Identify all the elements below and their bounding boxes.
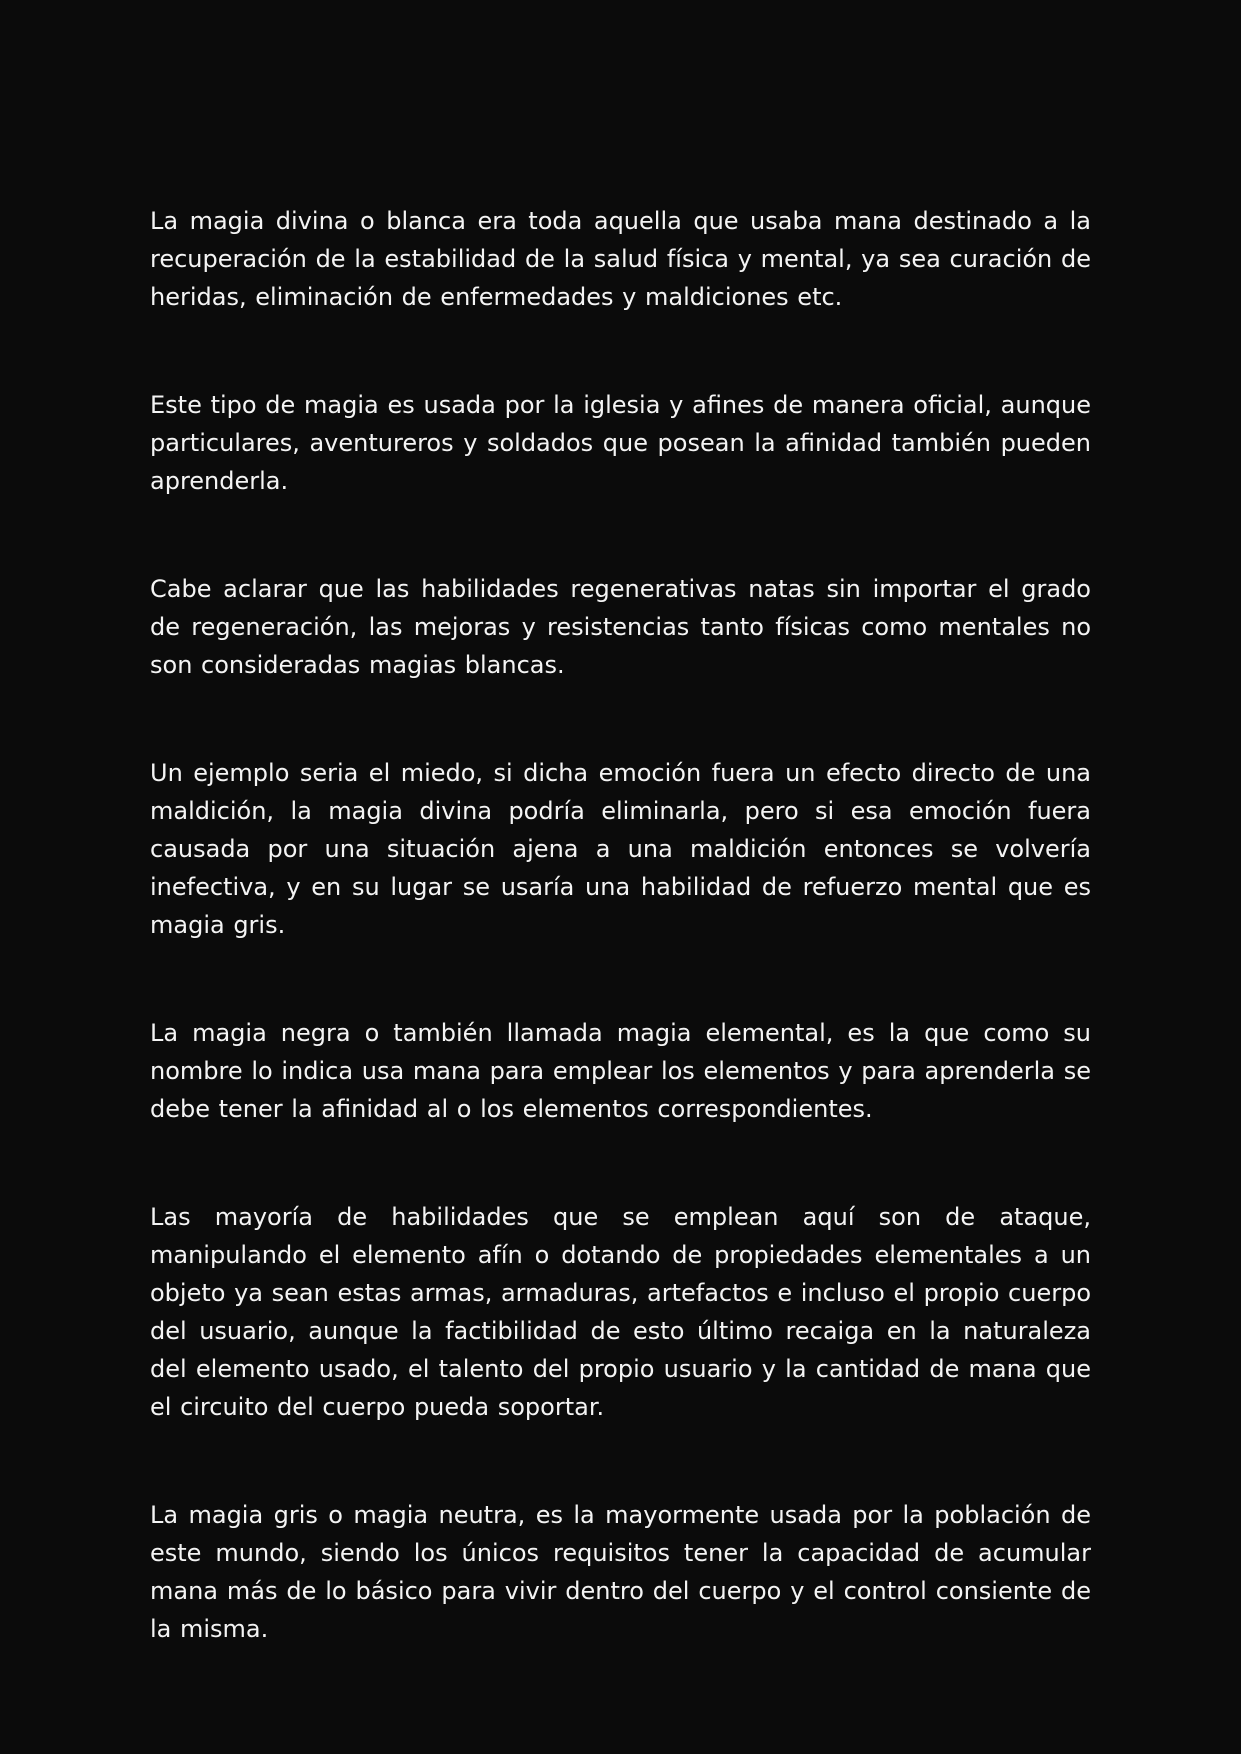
paragraph-6: Las mayoría de habilidades que se emplean aquí son de ataque, manipulando el elemento afín o dotando de propiedades elementales a un objeto ya sean estas armas, armaduras, artefactos e incluso el propio cuerpo del usuario, aunque la factibilidad de esto último recaiga en la naturaleza del elemento usado, el talento del propio usuario y la cantidad de mana que el circuito del cuerpo pueda soportar. — [150, 1203, 1091, 1421]
paragraph-2: Este tipo de magia es usada por la iglesia y afines de manera oficial, aunque particulares, aventureros y soldados que posean la afinidad también pueden aprenderla. — [150, 391, 1091, 495]
document-body — [150, 202, 1091, 1648]
paragraph-1: La magia divina o blanca era toda aquella que usaba mana destinado a la recuperación de la estabilidad de la salud física y mental, ya sea curación de heridas, eliminación de enfermedades y maldiciones etc. — [150, 207, 1091, 311]
paragraph-3: Cabe aclarar que las habilidades regenerativas natas sin importar el grado de regeneración, las mejoras y resistencias tanto físicas como mentales no son consideradas magias blancas. — [150, 575, 1091, 679]
paragraph-4: Un ejemplo seria el miedo, si dicha emoción fuera un efecto directo de una maldición, la magia divina podría eliminarla, pero si esa emoción fuera causada por una situación ajena a una maldición entonces se volvería inefectiva, y en su lugar se usaría una habilidad de refuerzo mental que es magia gris. — [150, 759, 1091, 939]
paragraph-7: La magia gris o magia neutra, es la mayormente usada por la población de este mundo, siendo los únicos requisitos tener la capacidad de acumular mana más de lo básico para vivir dentro del cuerpo y el control consiente de la misma. — [150, 1501, 1091, 1643]
paragraph-5: La magia negra o también llamada magia elemental, es la que como su nombre lo indica usa mana para emplear los elementos y para aprenderla se debe tener la afinidad al o los elementos correspondientes. — [150, 1019, 1091, 1123]
